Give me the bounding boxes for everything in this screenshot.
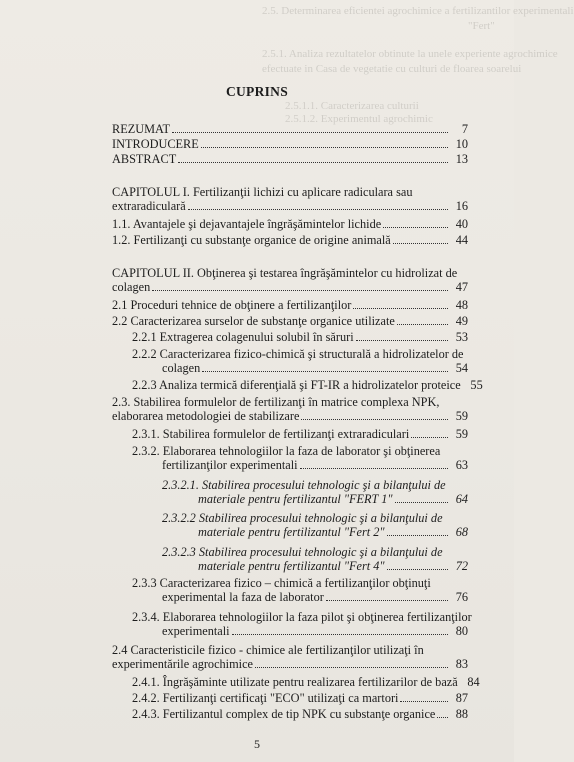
dot-leader: [397, 315, 448, 325]
toc-entry[interactable]: [112, 643, 468, 671]
toc-entry-title-cont: experimental la faza de laborator: [162, 590, 324, 604]
toc-entry-title: 2.2.1 Extragerea colagenului solubil în săruri: [132, 330, 354, 344]
toc-entry-title: 2.4.1. Îngrăşăminte utilizate pentru realizarea fertilizarilor de bază: [132, 675, 458, 689]
toc-entry-title: CAPITOLUL I. Fertilizanţii lichizi cu aplicare radiculara sau: [112, 185, 413, 199]
toc-entry-title: 2.3.1. Stabilirea formulelor de fertilizanţi extraradiculari: [132, 427, 410, 441]
toc-entry-title: 2.3.3 Caracterizarea fizico – chimică a fertilizanţilor obţinuţi: [132, 576, 431, 590]
toc-entry-title-cont: experimentările agrochimice: [112, 657, 253, 671]
toc-entry-title-cont: colagen: [162, 361, 201, 375]
toc-entry-title: INTRODUCERE: [112, 137, 199, 151]
toc-entry[interactable]: [132, 427, 468, 441]
toc-entry-title: 2.3.2.2 Stabilirea procesului tehnologic şi a bilanţului de: [162, 511, 443, 525]
toc-entry-page: 64: [455, 492, 468, 506]
toc-entry-title-cont: experimentali: [162, 624, 230, 638]
toc-entry-page: 72: [455, 559, 468, 573]
toc-entry[interactable]: [132, 347, 468, 375]
toc-entry-title: 2.3. Stabilirea formulelor de fertilizanţi în matrice complexa NPK,: [112, 395, 440, 409]
dot-leader: [255, 658, 448, 668]
toc-entry-title: REZUMAT: [112, 122, 171, 136]
toc-entry-title: CAPITOLUL II. Obţinerea şi testarea îngrăşămintelor cu hidrolizat de: [112, 266, 458, 280]
toc-entry[interactable]: [112, 314, 468, 328]
dot-leader: [356, 331, 448, 341]
toc-entry-page: 88: [455, 707, 468, 721]
toc-entry-title-cont: fertilizanţilor experimentali: [162, 458, 298, 472]
bleed-through-line: "Fert": [468, 20, 495, 32]
toc-entry-chapter[interactable]: [112, 185, 468, 213]
dot-leader: [411, 428, 448, 438]
toc-entry-page: 55: [470, 378, 483, 392]
toc-entry[interactable]: [132, 378, 483, 392]
toc-entry[interactable]: [112, 122, 468, 136]
toc-entry-title-cont: elaborarea metodologiei de stabilizare: [112, 409, 300, 423]
toc-entry-page: 68: [455, 525, 468, 539]
page-number: 5: [254, 737, 260, 751]
toc-entry-page: 40: [455, 217, 468, 231]
toc-entry[interactable]: [162, 511, 468, 539]
toc-entry-page: 49: [455, 314, 468, 328]
toc-entry-page: 10: [455, 137, 468, 151]
toc-entry-title: 2.3.2. Elaborarea tehnologiilor la faza de laborator şi obţinerea: [132, 444, 441, 458]
toc-entry-page: 59: [455, 427, 468, 441]
dot-leader: [300, 459, 448, 469]
toc-entry-page: 53: [455, 330, 468, 344]
bleed-through-line: 2.5.1.1. Caracterizarea culturii: [285, 100, 419, 112]
toc-entry-page: 59: [455, 409, 468, 423]
toc-entry[interactable]: [162, 478, 468, 506]
toc-entry-title-cont: colagen: [112, 280, 151, 294]
toc-entry[interactable]: [112, 137, 468, 151]
toc-entry-title: 2.3.2.1. Stabilirea procesului tehnologic şi a bilanţului de: [162, 478, 446, 492]
toc-entry-page: 13: [455, 152, 468, 166]
toc-entry-page: 80: [455, 624, 468, 638]
dot-leader: [387, 560, 448, 570]
toc-entry[interactable]: [112, 152, 468, 166]
dot-leader: [387, 526, 448, 536]
dot-leader: [383, 218, 448, 228]
toc-entry-title: 1.1. Avantajele şi dejavantajele îngrăşămintelor lichide: [112, 217, 382, 231]
toc-entry-page: 84: [467, 675, 480, 689]
bleed-through-line: efectuate in Casa de vegetatie cu culturi de floarea soarelui: [262, 63, 522, 75]
toc-entry-page: 44: [455, 233, 468, 247]
toc-entry[interactable]: [112, 298, 468, 312]
dot-leader: [172, 123, 448, 133]
toc-entry-page: 48: [455, 298, 468, 312]
toc-entry-page: 87: [455, 691, 468, 705]
dot-leader: [202, 362, 448, 372]
toc-entry-page: 76: [455, 590, 468, 604]
toc-entry-title: 2.3.4. Elaborarea tehnologiilor la faza pilot şi obţinerea fertilizanţilor: [132, 610, 472, 624]
dot-leader: [353, 299, 448, 309]
toc-entry[interactable]: [132, 576, 468, 604]
toc-entry-page: 63: [455, 458, 468, 472]
toc-entry-title: 2.1 Proceduri tehnice de obţinere a fertilizanţilor: [112, 298, 352, 312]
toc-entry-title: 2.3.2.3 Stabilirea procesului tehnologic şi a bilanţului de: [162, 545, 443, 559]
toc-entry-page: 7: [461, 122, 468, 136]
toc-entry-title-cont: materiale pentru fertilizantul "FERT 1": [198, 492, 393, 506]
dot-leader: [437, 708, 448, 718]
toc-entry-title: 2.4.3. Fertilizantul complex de tip NPK cu substanţe organice: [132, 707, 436, 721]
toc-entry-title-cont: materiale pentru fertilizantul "Fert 4": [198, 559, 385, 573]
toc-entry[interactable]: [112, 233, 468, 247]
toc-entry-page: 83: [455, 657, 468, 671]
toc-entry-chapter[interactable]: [112, 266, 468, 294]
toc-entry[interactable]: [132, 330, 468, 344]
toc-entry-title: 2.2.3 Analiza termică diferenţială şi FT-IR a hidrolizatelor proteice: [132, 378, 461, 392]
bleed-through-line: 2.5.1. Analiza rezultatelor obtinute la unele experiente agrochimice: [262, 48, 558, 60]
toc-entry[interactable]: [112, 395, 468, 423]
dot-leader: [326, 591, 448, 601]
toc-title: CUPRINS: [225, 84, 289, 99]
toc-entry-title-cont: extraradiculară: [112, 199, 186, 213]
toc-entry[interactable]: [132, 444, 468, 472]
toc-entry-title: ABSTRACT: [112, 152, 177, 166]
bleed-through-line: 2.5.1.2. Experimentul agrochimic: [285, 113, 433, 125]
dot-leader: [232, 625, 448, 635]
dot-leader: [201, 138, 448, 148]
dot-leader: [152, 281, 448, 291]
dot-leader: [395, 493, 448, 503]
toc-entry-title: 2.4.2. Fertilizanţi certificaţi "ECO" utilizaţi ca martori: [132, 691, 399, 705]
toc-entry-title: 1.2. Fertilizanţi cu substanţe organice de origine animală: [112, 233, 391, 247]
toc-entry-title: 2.2 Caracterizarea surselor de substanţe organice utilizate: [112, 314, 395, 328]
toc-entry[interactable]: [132, 675, 480, 689]
toc-entry-title: 2.2.2 Caracterizarea fizico-chimică şi structurală a hidrolizatelor de: [132, 347, 464, 361]
toc-entry[interactable]: [132, 691, 468, 705]
toc-entry[interactable]: [132, 610, 472, 638]
toc-entry-title-cont: materiale pentru fertilizantul "Fert 2": [198, 525, 385, 539]
toc-entry-page: 16: [455, 199, 468, 213]
toc-entry[interactable]: [132, 707, 468, 721]
bleed-through-line: 2.5. Determinarea eficientei agrochimice a fertilizantilor experimentali: [262, 5, 574, 17]
dot-leader: [301, 410, 448, 420]
toc-entry-page: 47: [455, 280, 468, 294]
toc-entry[interactable]: [112, 217, 468, 231]
dot-leader: [400, 692, 448, 702]
toc-entry-page: 54: [455, 361, 468, 375]
dot-leader: [188, 200, 448, 210]
dot-leader: [393, 234, 448, 244]
toc-entry[interactable]: [162, 545, 468, 573]
toc-entry-title: 2.4 Caracteristicile fizico - chimice ale fertilizanţilor utilizaţi în: [112, 643, 424, 657]
dot-leader: [178, 153, 448, 163]
